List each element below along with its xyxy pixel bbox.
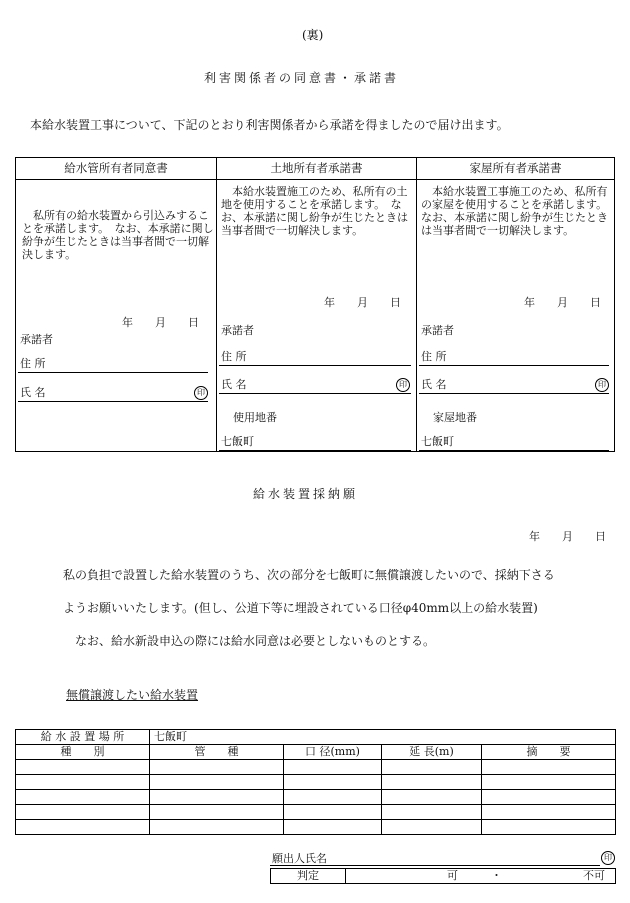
cell[interactable] bbox=[482, 775, 616, 790]
pipe-owner-consenter-label: 承諾者 bbox=[20, 333, 53, 346]
pipe-owner-address-label: 住 所 bbox=[20, 357, 46, 370]
cell[interactable] bbox=[284, 790, 382, 805]
adoption-paragraph-1: 私の負担で設置した給水装置のうち、次の部分を七飯町に無償譲渡したいので、採納下さる bbox=[63, 568, 555, 582]
cell[interactable] bbox=[16, 775, 150, 790]
land-owner-name-line bbox=[219, 393, 411, 394]
consent-table bbox=[15, 157, 615, 452]
land-owner-heading: 土地所有者承諾書 bbox=[217, 158, 416, 180]
land-owner-name-label: 氏 名 bbox=[221, 378, 247, 391]
cell[interactable] bbox=[482, 820, 616, 835]
adoption-paragraph-3: なお、給水新設申込の際には給水同意は必要としないものとする。 bbox=[75, 634, 436, 648]
land-owner-address-line bbox=[219, 365, 411, 366]
cell[interactable] bbox=[482, 790, 616, 805]
house-owner-body: 本給水装置工事施工のため、私所有の家屋を使用することを承諾します。 なお、本承諾に関し紛争が生じたときは当事者間で一切解決します。 bbox=[421, 185, 613, 237]
adoption-title: 給水装置採納願 bbox=[253, 487, 359, 501]
cell[interactable] bbox=[150, 820, 284, 835]
intro-text: 本給水装置工事について、下記のとおり利害関係者から承諾を得ましたので届け出ます。 bbox=[30, 118, 509, 132]
col-length: 延 長(m) bbox=[382, 745, 482, 760]
pipe-owner-body: 私所有の給水装置から引込みすることを承諾します。 なお、本承諾に関し紛争が生じたときは当事者間で一切解決します。 bbox=[22, 209, 214, 261]
adoption-date: 年 月 日 bbox=[529, 530, 606, 543]
house-owner-lot-label: 家屋地番 bbox=[433, 411, 477, 424]
cell[interactable] bbox=[16, 805, 150, 820]
cell[interactable] bbox=[482, 805, 616, 820]
house-owner-heading: 家屋所有者承諾書 bbox=[417, 158, 614, 180]
table-row bbox=[16, 820, 616, 835]
location-row bbox=[16, 730, 616, 745]
col-pipe-kind: 管 種 bbox=[150, 745, 284, 760]
land-owner-date: 年 月 日 bbox=[324, 296, 401, 309]
judgement-row bbox=[271, 869, 616, 884]
house-owner-seal-icon: 印 bbox=[595, 378, 609, 392]
cell[interactable] bbox=[284, 760, 382, 775]
table-row bbox=[16, 790, 616, 805]
house-owner-address-line bbox=[419, 365, 609, 366]
land-owner-lot-line bbox=[219, 450, 411, 451]
col-type: 種 別 bbox=[16, 745, 150, 760]
cell[interactable] bbox=[382, 820, 482, 835]
page-title: 利害関係者の同意書・承諾書 bbox=[204, 71, 400, 85]
judgement-label: 判定 bbox=[271, 869, 346, 884]
judgement-ng[interactable]: 不可 bbox=[583, 869, 605, 882]
cell[interactable] bbox=[16, 820, 150, 835]
table-row bbox=[16, 805, 616, 820]
applicant-seal-icon: 印 bbox=[601, 851, 615, 865]
pipe-owner-name-label: 氏 名 bbox=[20, 386, 46, 399]
table-row bbox=[16, 760, 616, 775]
col-remarks: 摘 要 bbox=[482, 745, 616, 760]
location-label: 給 水 設 置 場 所 bbox=[16, 730, 150, 745]
cell[interactable] bbox=[382, 760, 482, 775]
cell[interactable] bbox=[16, 790, 150, 805]
location-value: 七飯町 bbox=[150, 730, 616, 745]
cell[interactable] bbox=[150, 805, 284, 820]
house-owner-consenter-label: 承諾者 bbox=[421, 324, 454, 337]
house-owner-town: 七飯町 bbox=[421, 435, 454, 448]
house-owner-date: 年 月 日 bbox=[524, 296, 601, 309]
device-table bbox=[15, 729, 616, 835]
applicant-line bbox=[270, 865, 600, 866]
house-owner-column bbox=[416, 158, 614, 451]
cell[interactable] bbox=[150, 775, 284, 790]
house-owner-name-line bbox=[419, 393, 609, 394]
transfer-section-label: 無償譲渡したい給水装置 bbox=[66, 688, 199, 702]
adoption-paragraph-2: ようお願いいたします。(但し、公道下等に埋設されている口径φ40mm以上の給水装置) bbox=[63, 601, 538, 615]
house-owner-lot-line bbox=[419, 450, 609, 451]
cell[interactable] bbox=[382, 790, 482, 805]
house-owner-address-label: 住 所 bbox=[421, 350, 447, 363]
cell[interactable] bbox=[150, 760, 284, 775]
cell[interactable] bbox=[16, 760, 150, 775]
table-row bbox=[16, 775, 616, 790]
col-diameter: 口 径(mm) bbox=[284, 745, 382, 760]
pipe-owner-address-line bbox=[18, 372, 208, 373]
pipe-owner-date: 年 月 日 bbox=[122, 316, 199, 329]
cell[interactable] bbox=[382, 775, 482, 790]
pipe-owner-column bbox=[16, 158, 216, 451]
pipe-owner-seal-icon: 印 bbox=[194, 386, 208, 400]
pipe-owner-name-line bbox=[18, 401, 208, 402]
land-owner-lot-label: 使用地番 bbox=[233, 411, 277, 424]
device-header-row bbox=[16, 745, 616, 760]
cell[interactable] bbox=[284, 820, 382, 835]
house-owner-name-label: 氏 名 bbox=[421, 378, 447, 391]
cell[interactable] bbox=[482, 760, 616, 775]
land-owner-town: 七飯町 bbox=[221, 435, 254, 448]
pipe-owner-heading: 給水管所有者同意書 bbox=[16, 158, 216, 180]
land-owner-address-label: 住 所 bbox=[221, 350, 247, 363]
land-owner-seal-icon: 印 bbox=[396, 378, 410, 392]
judgement-ok[interactable]: 可 bbox=[447, 869, 458, 882]
page-side-label: (裏) bbox=[302, 28, 324, 42]
land-owner-consenter-label: 承諾者 bbox=[221, 324, 254, 337]
cell[interactable] bbox=[284, 775, 382, 790]
judgement-table bbox=[270, 868, 616, 884]
cell[interactable] bbox=[150, 790, 284, 805]
cell[interactable] bbox=[284, 805, 382, 820]
cell[interactable] bbox=[382, 805, 482, 820]
applicant-label: 願出人氏名 bbox=[272, 852, 327, 865]
land-owner-body: 本給水装置施工のため、私所有の土地を使用することを承諾します。 なお、本承諾に関し紛争が生じたときは当事者間で一切解決します。 bbox=[221, 185, 408, 237]
judgement-separator: ・ bbox=[491, 869, 502, 882]
land-owner-column bbox=[216, 158, 416, 451]
judgement-options bbox=[346, 869, 616, 884]
